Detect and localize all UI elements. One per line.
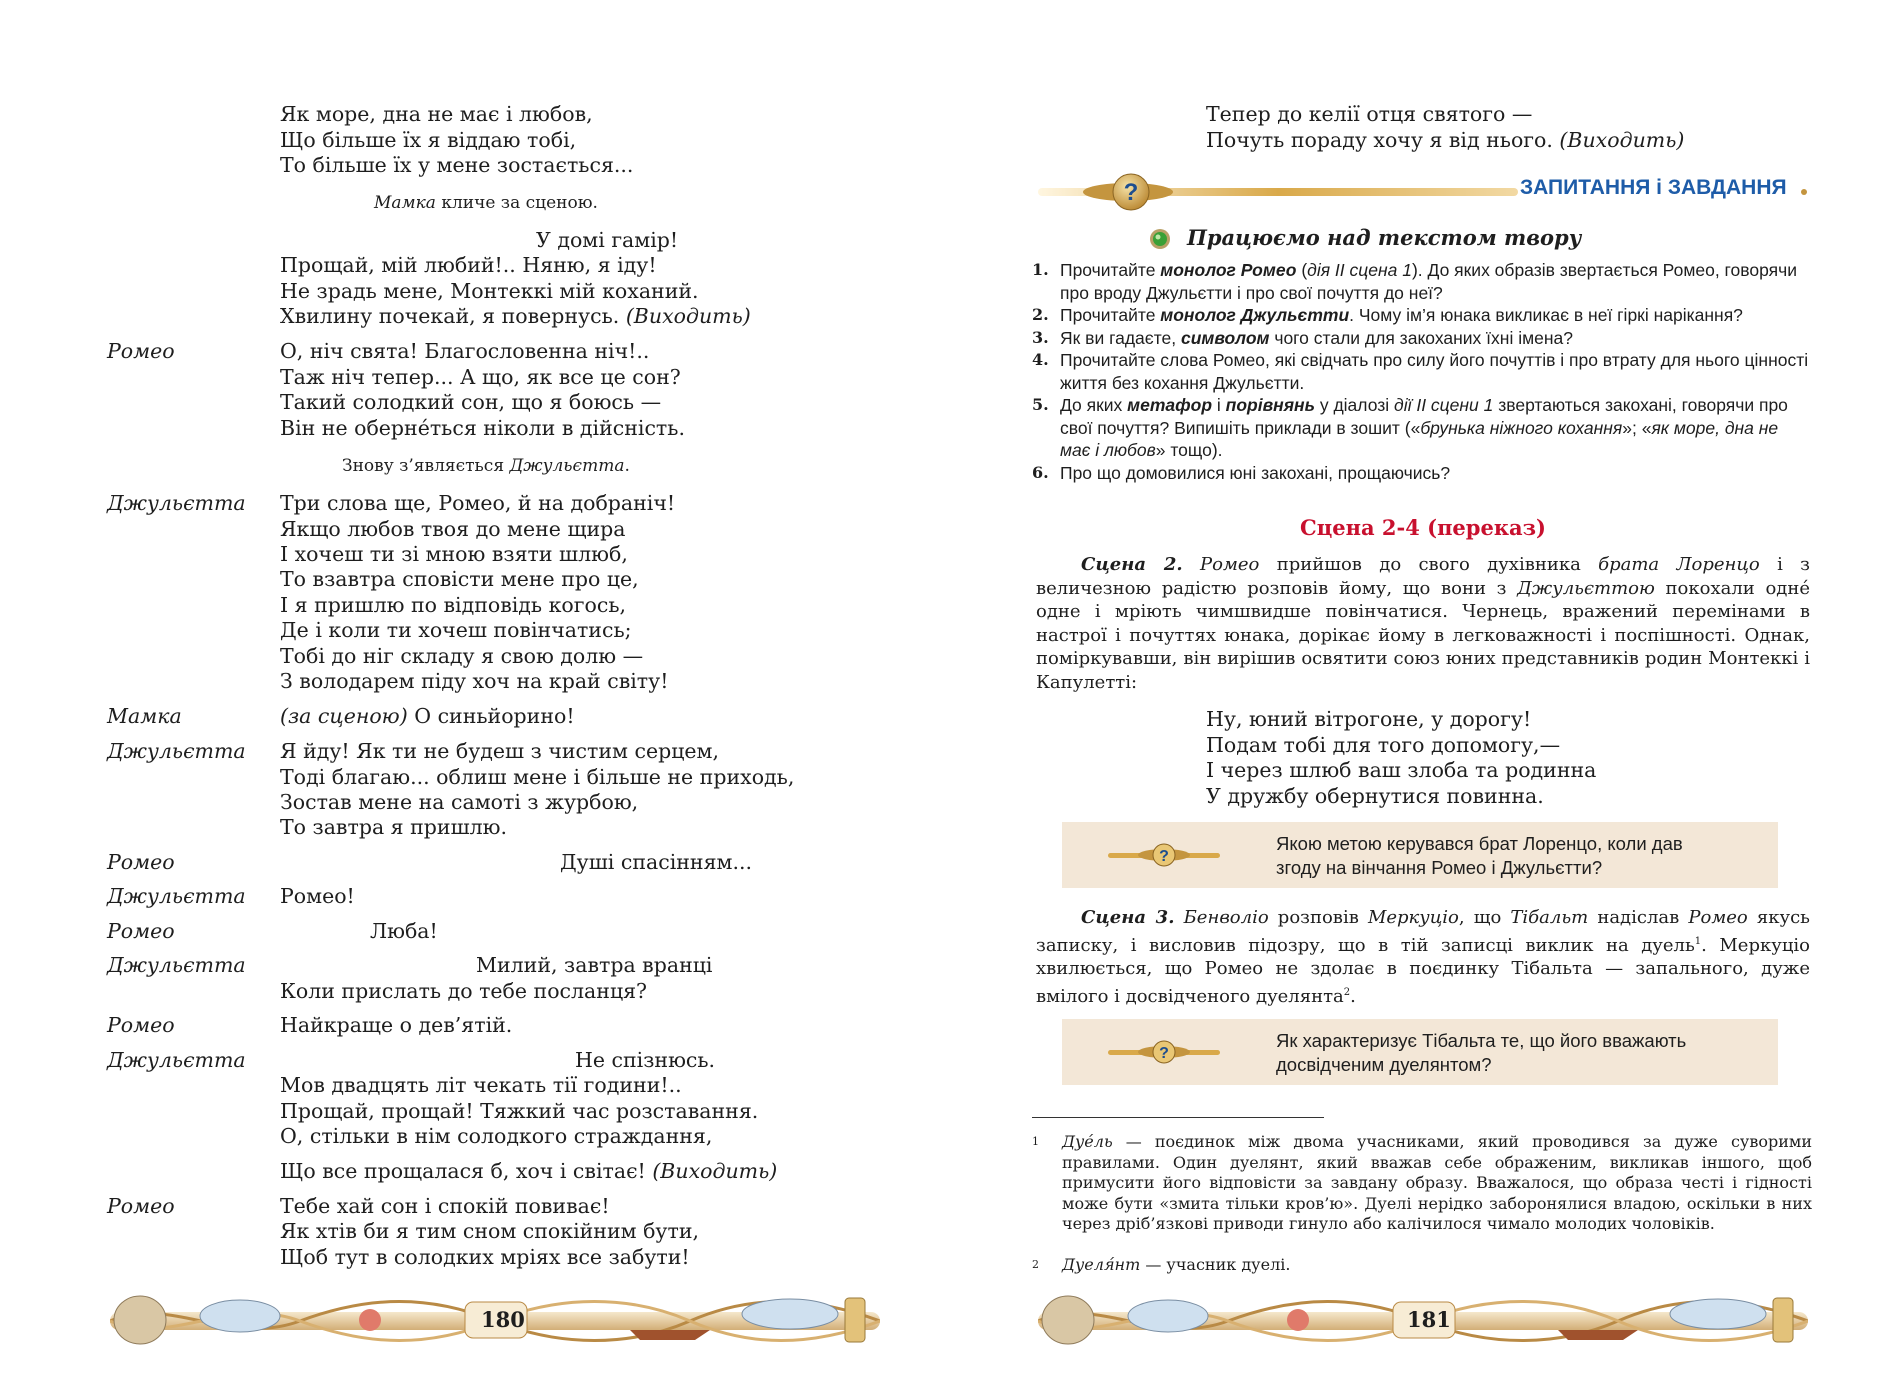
question-box: ? Як характеризує Тібальта те, що його вважають досвідченим дуелянтом? <box>1062 1019 1778 1085</box>
verse-line: Не зрадь мене, Монтеккі мій коханий. <box>280 279 699 303</box>
speaker-name: Джульєтта <box>107 491 246 515</box>
verse-line: Подам тобі для того допомогу,— <box>1206 733 1561 757</box>
speaker-name: Ромео <box>107 1194 175 1218</box>
footnote-divider <box>1032 1117 1324 1118</box>
verse-line: Люба! <box>370 919 438 943</box>
question-mark-icon: ? <box>1123 179 1139 206</box>
verse-line: Прощай, мій любий!.. Няню, я іду! <box>280 253 657 277</box>
question-mark-icon <box>1108 841 1220 869</box>
verse-line: Найкраще о дев’ятій. <box>280 1013 513 1037</box>
question-box: ? Якою метою керувався брат Лоренцо, коли дав згоду на вінчання Ромео і Джульєтти? <box>1062 822 1778 888</box>
speaker-name: Ромео <box>107 850 175 874</box>
verse-line: Милий, завтра вранці <box>476 953 713 977</box>
verse-line: І хочеш ти зі мною взяти шлюб, <box>280 542 628 566</box>
speaker-name: Джульєтта <box>107 1048 246 1072</box>
verse-line: Як море, дна не має і любов, <box>280 102 593 126</box>
page-number: 180 <box>481 1307 525 1332</box>
verse-line: З володарем піду хоч на край світу! <box>280 669 669 693</box>
question-mark-icon <box>1108 1038 1220 1066</box>
verse-line: О, ніч свята! Благословенна ніч!.. <box>280 339 650 363</box>
verse-line: Якщо любов твоя до мене щира <box>280 517 626 541</box>
verse-line: Ну, юний вітрогоне, у дорогу! <box>1206 707 1532 731</box>
verse-line: Де і коли ти хочеш повінчатись; <box>280 618 632 642</box>
verse-line: Три слова ще, Ромео, й на добраніч! <box>280 491 676 515</box>
verse-line: Тобі до ніг складу я свою долю — <box>280 644 644 668</box>
verse-line: То завтра я пришлю. <box>280 815 508 839</box>
verse-line: Тоді благаю... облиш мене і більше не приходь, <box>280 765 795 789</box>
speaker-name: Ромео <box>107 339 175 363</box>
verse-line: Почуть пораду хочу я від нього. (Виходить) <box>1206 128 1685 152</box>
verse-line: Зостав мене на самоті з журбою, <box>280 790 639 814</box>
svg-text:?: ? <box>1159 848 1169 865</box>
verse-line: Таж ніч тепер... А що, як все це сон? <box>280 365 681 389</box>
verse-line: Тебе хай сон і спокій повиває! <box>280 1194 610 1218</box>
verse-line: То більше їх у мене зостається... <box>280 153 634 177</box>
verse-line: Що все прощалася б, хоч і світає! (Виходить) <box>280 1159 778 1183</box>
scene3-paragraph: Сцена 3. Бенволіо розповів Меркуціо, що Тібальт надіслав Ромео якусь записку, і висловив підозру, що в тій записці виклик на дуель$^1$. Меркуціо хвилюється, що Ромео не здолає в поєдинку Тібальта — запального, дуже вмілого і досвідченого дуелянта$^2$. <box>1036 907 1810 1007</box>
verse-line: Він не оберне́ться ніколи в дійсність. <box>280 416 685 440</box>
list-item: 1. Прочитайте монолог Ромео (дія ІІ сцена 1). До яких образів звертається Ромео, говорячи про вроду Джульєтти і про свої почуття до неї? <box>1032 260 1798 303</box>
verse-line: Ромео! <box>280 884 355 908</box>
stage-direction: Мамка кличе за сценою. <box>374 193 598 213</box>
speaker-name: Джульєтта <box>107 953 246 977</box>
stage-direction: (Виходить) <box>1559 128 1685 152</box>
speaker-name: Мамка <box>107 704 182 728</box>
stage-direction: Знову з’являється Джульєтта. <box>342 456 630 476</box>
verse-line: У дружбу обернутися повинна. <box>1206 784 1544 808</box>
verse-line: Щоб тут в солодких мріях все забути! <box>280 1245 690 1269</box>
subsection-title: Працюємо над текстом твору <box>1187 225 1582 250</box>
list-item: 5. До яких метафор і порівнянь у діалозі дії ІІ сцени 1 звертаються закохані, говорячи про свої почуття? Випишіть приклади в зошит («брунька ніжного кохання»; «як море, дна не має і любов» тощо). <box>1032 395 1788 460</box>
verse-line: О, стільки в нім солодкого страждання, <box>280 1124 713 1148</box>
verse-line: (за сценою) О синьйорино! <box>280 704 575 728</box>
task-list <box>1032 259 1812 484</box>
speaker-name: Ромео <box>107 919 175 943</box>
verse-line: Хвилину почекай, я повернусь. (Виходить) <box>280 304 751 328</box>
footnote: 2 Дуеля́нт — учасник дуелі. <box>1032 1255 1291 1274</box>
verse-line: То взавтра сповісти мене про це, <box>280 567 639 591</box>
verse-line: Що більше їх я віддаю тобі, <box>280 128 577 152</box>
svg-text:?: ? <box>1159 1045 1169 1062</box>
speaker-name: Джульєтта <box>107 884 246 908</box>
verse-line: Такий солодкий сон, що я боюсь — <box>280 390 662 414</box>
verse-line: У домі гамір! <box>536 228 679 252</box>
verse-line: Прощай, прощай! Тяжкий час розставання. <box>280 1099 759 1123</box>
scene-heading: Сцена 2-4 (переказ) <box>1300 515 1546 540</box>
verse-line: І я пришлю по відповідь когось, <box>280 593 626 617</box>
verse-line: Душі спасінням... <box>560 850 753 874</box>
scene2-paragraph: Сцена 2. Ромео прийшов до свого духівника брата Лоренцо і з величезною радістю розповів йому, що вони з Джульєттою покохали одне́ одне і мріють чимшвидше повінчатися. Чернець, вражений перемінами в настрої і почуттях юнака, дорікає йому в легковажності і поспішності. Однак, поміркувавши, він вирішив освятити союз юних представників родин Монтеккі і Капулетті: <box>1036 554 1811 693</box>
verse-line: Як хтів би я тим сном спокійним бути, <box>280 1219 700 1243</box>
section-title: ЗАПИТАННЯ і ЗАВДАННЯ <box>1520 176 1787 199</box>
footnote: 1 Дуе́ль — поєдинок між двома учасниками, який проводився за дуже суворими правилами. Один дуелянт, який вважав себе ображеним, викликав іншого, щоб примусити його відповісти за завдану образу. Вважалося, що образа честі і гідності може бути «змита тільки кров’ю». Дуелі нерідко заборонялися владою, оскільки в них через дріб’язкові приводи гинуло або калічилося чимало молодих чоловіків. <box>1032 1132 1812 1233</box>
list-item: 4. Прочитайте слова Ромео, які свідчать про силу його почуттів і про втрату для нього цінності життя без кохання Джульєтти. <box>1032 350 1809 393</box>
list-item: 6. Про що домовилися юні закохані, прощаючись? <box>1032 462 1451 483</box>
verse-line: Тепер до келії отця святого — <box>1206 102 1533 126</box>
page-number: 181 <box>1407 1307 1451 1332</box>
speaker-name: Джульєтта <box>107 739 246 763</box>
verse-line: Я йду! Як ти не будеш з чистим серцем, <box>280 739 719 763</box>
list-item: 3. Як ви гадаєте, символом чого стали для закоханих їхні імена? <box>1032 327 1573 348</box>
list-item: 2. Прочитайте монолог Джульєтти. Чому ім’я юнака викликає в неї гіркі нарікання? <box>1032 305 1743 325</box>
verse-line: І через шлюб ваш злоба та родинна <box>1206 758 1597 782</box>
verse-line: Коли прислать до тебе посланця? <box>280 979 648 1003</box>
speaker-name: Ромео <box>107 1013 175 1037</box>
verse-line: Не спізнюсь. <box>575 1048 716 1072</box>
verse-line: Мов двадцять літ чекать тії години!.. <box>280 1073 682 1097</box>
green-bullet-icon <box>1149 228 1171 250</box>
